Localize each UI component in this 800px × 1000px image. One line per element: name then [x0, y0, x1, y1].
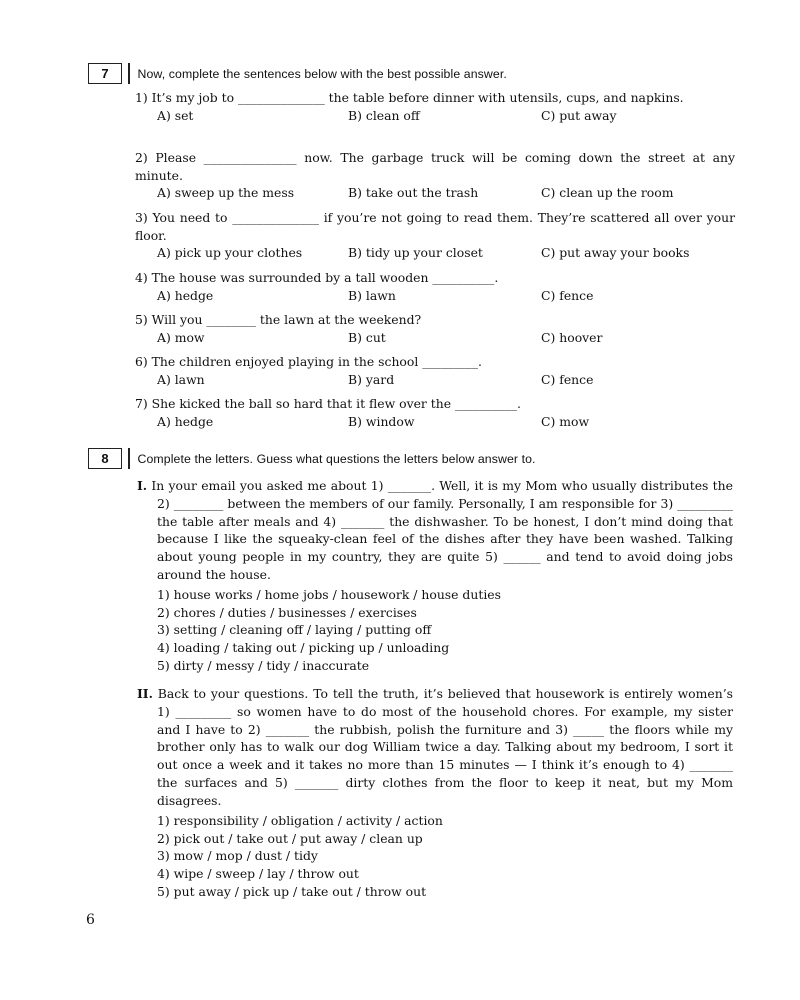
letter-2-text: Back to your questions. To tell the truth, it’s believed that housework is entirely women’s 1) _________ so women have to do most of the household chores. For example, my sister and I have to 2) _______ the rubbish, polish the furniture and 3) _____ the floors while my brother only has to walk our dog William twice a day. Talking about my bedroom, I sort it out once a week and it takes no more than 15 minutes — I think it’s enough to 4) _______ the surfaces and 5) _______ dirty clothes from the floor to keep it neat, but my Mom disagrees. — [157, 686, 733, 808]
question-4 — [135, 269, 735, 305]
letter-2-option-1: 1) responsibility / obligation / activity / action — [157, 813, 443, 828]
letter-2-numeral: II. — [137, 686, 153, 701]
question-5-option-c: C) hoover — [541, 329, 603, 345]
letter-2-option-4: 4) wipe / sweep / lay / throw out — [157, 866, 359, 882]
task-7-separator — [128, 63, 130, 84]
question-3-options — [135, 244, 735, 262]
letter-2-option-2: 2) pick out / take out / put away / clean up — [157, 830, 423, 846]
question-7-text: 7) She kicked the ball so hard that it flew over the __________. — [135, 396, 521, 411]
letter-1-text: In your email you asked me about 1) _______. Well, it is my Mom who usually distributes the 2) ________ between the members of our family. Personally, I am responsible for 3) _________ the table after meals and 4) _______ the dishwasher. To be honest, I don’t mind doing that because I like the squeaky-clean feel of the dishes after they have been washed. Talking about young people in my country, they are quite 5) ______ and tend to avoid doing jobs around the house. — [151, 478, 733, 582]
question-3-option-c: C) put away your books — [541, 245, 690, 261]
page-number: 6 — [86, 912, 95, 928]
question-6-option-c: C) fence — [541, 371, 594, 387]
task-7-number: 7 — [88, 63, 122, 84]
question-7 — [135, 395, 735, 431]
question-7-option-c: C) mow — [541, 413, 590, 429]
letter-2 — [137, 685, 733, 810]
question-1 — [135, 89, 735, 125]
question-2-text: 2) Please _______________ now. The garbage truck will be coming down the street at any minute. — [135, 150, 735, 183]
question-2-option-a: A) sweep up the mess — [157, 185, 295, 201]
letter-1-option-1: 1) house works / home jobs / housework / house duties — [157, 587, 501, 602]
question-5 — [135, 311, 735, 347]
question-4-options — [135, 287, 735, 305]
question-6-option-b: B) yard — [348, 371, 395, 387]
question-6 — [135, 353, 735, 389]
letter-1-option-2: 2) chores / duties / businesses / exercises — [157, 604, 417, 620]
question-5-option-a: A) mow — [157, 329, 205, 345]
letter-1 — [137, 477, 733, 584]
question-2-option-b: B) take out the trash — [348, 185, 479, 201]
task-8-separator — [128, 448, 130, 469]
task-7-header — [88, 63, 507, 84]
question-1-option-a: A) set — [157, 107, 194, 123]
question-4-option-c: C) fence — [541, 287, 594, 303]
letter-2-body — [137, 685, 733, 810]
question-2-options — [135, 184, 735, 202]
question-1-option-c: C) put away — [541, 107, 617, 123]
question-1-text: 1) It’s my job to ______________ the table before dinner with utensils, cups, and napkins. — [135, 90, 684, 105]
task-8-title: Complete the letters. Guess what questions the letters below answer to. — [137, 451, 536, 466]
question-5-options — [135, 329, 735, 347]
question-7-options — [135, 413, 735, 431]
letter-1-options — [157, 586, 501, 675]
task-8-header — [88, 448, 536, 469]
question-6-text: 6) The children enjoyed playing in the school _________. — [135, 354, 482, 369]
question-3 — [135, 209, 735, 262]
letter-1-option-3: 3) setting / cleaning off / laying / putting off — [157, 622, 432, 638]
question-7-option-b: B) window — [348, 413, 415, 429]
letter-2-option-5: 5) put away / pick up / take out / throw out — [157, 883, 427, 899]
question-6-option-a: A) lawn — [157, 371, 205, 387]
question-1-option-b: B) clean off — [348, 107, 420, 123]
question-4-option-a: A) hedge — [157, 287, 214, 303]
question-7-option-a: A) hedge — [157, 413, 214, 429]
question-2 — [135, 149, 735, 202]
question-6-options — [135, 371, 735, 389]
question-3-option-b: B) tidy up your closet — [348, 245, 483, 261]
task-7-title: Now, complete the sentences below with the best possible answer. — [137, 66, 507, 81]
question-5-option-b: B) cut — [348, 329, 386, 345]
question-5-text: 5) Will you ________ the lawn at the weekend? — [135, 312, 422, 327]
letter-2-options — [157, 812, 443, 901]
question-2-option-c: C) clean up the room — [541, 185, 674, 201]
question-4-text: 4) The house was surrounded by a tall wooden __________. — [135, 270, 499, 285]
question-3-text: 3) You need to ______________ if you’re not going to read them. They’re scattered all over your floor. — [135, 210, 735, 243]
question-4-option-b: B) lawn — [348, 287, 396, 303]
letter-1-body — [137, 477, 733, 584]
question-3-option-a: A) pick up your clothes — [157, 245, 303, 261]
letter-1-option-5: 5) dirty / messy / tidy / inaccurate — [157, 657, 370, 673]
task-8-number: 8 — [88, 448, 122, 469]
letter-1-numeral: I. — [137, 478, 148, 493]
letter-2-option-3: 3) mow / mop / dust / tidy — [157, 848, 318, 864]
letter-1-option-4: 4) loading / taking out / picking up / unloading — [157, 640, 450, 656]
question-1-options — [135, 107, 735, 125]
